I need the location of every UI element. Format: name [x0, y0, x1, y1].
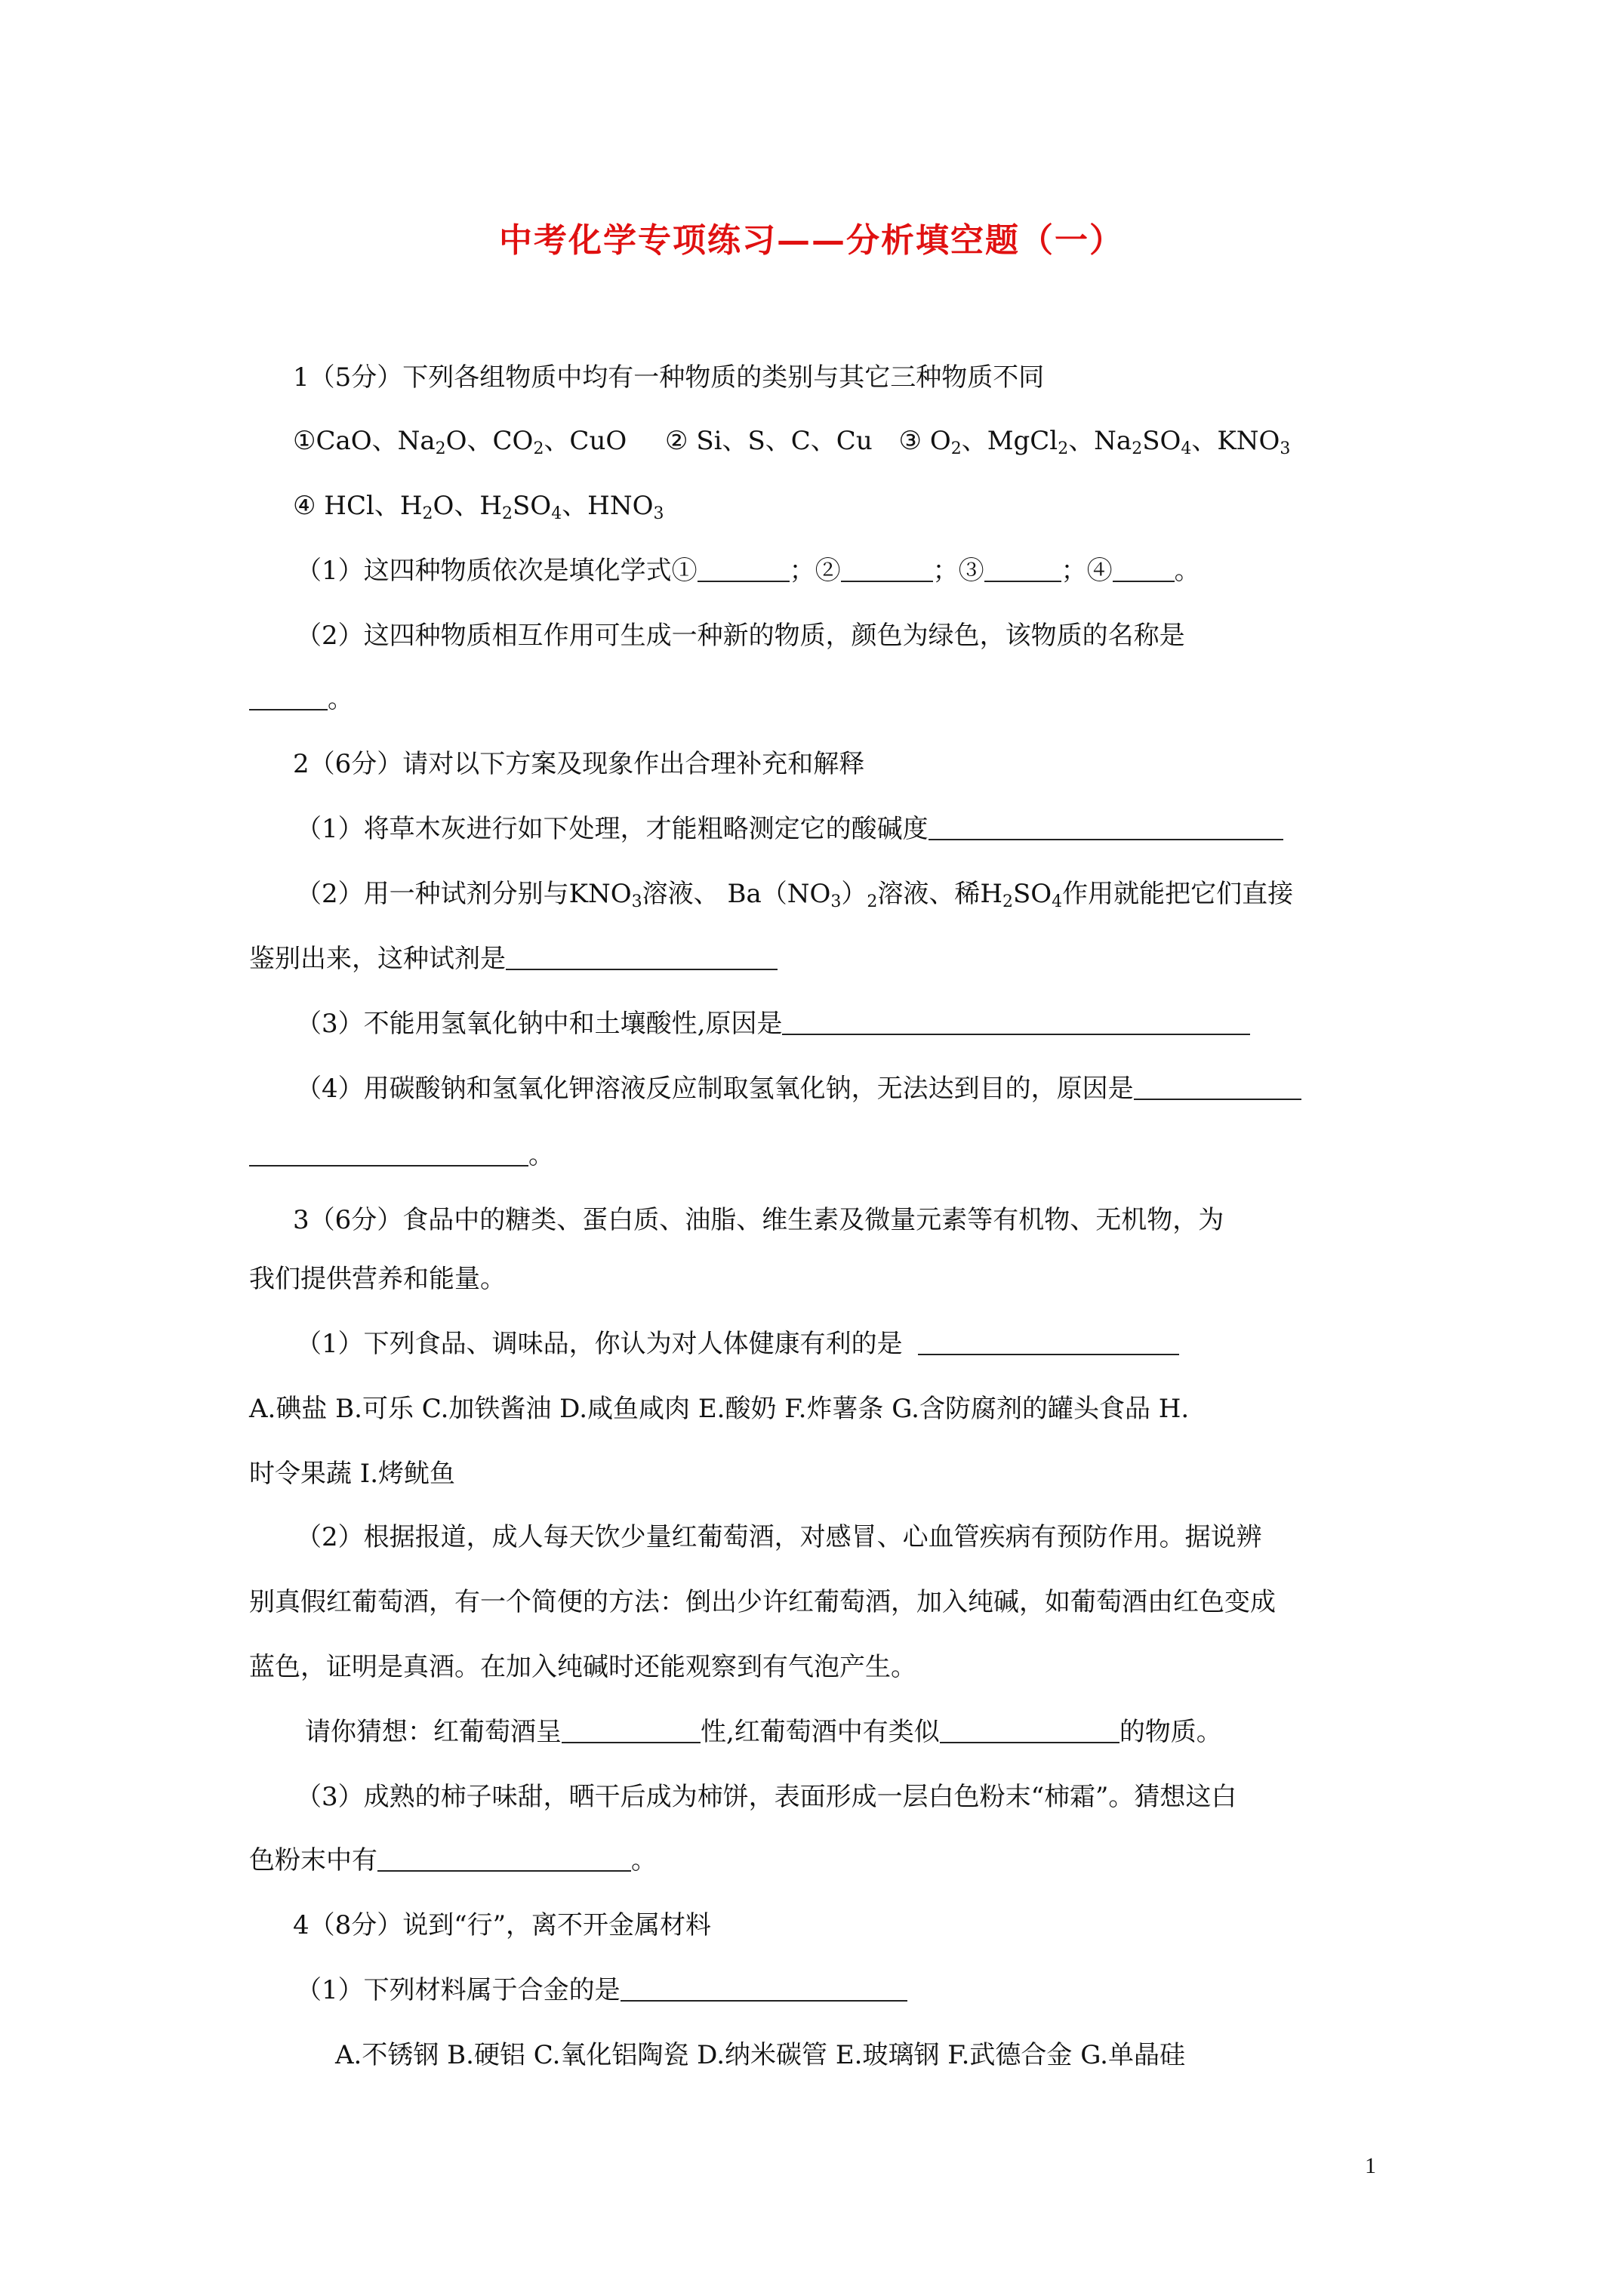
answer-blank[interactable]	[377, 1846, 631, 1872]
q4-options: A.不锈钢 B.硬铝 C.氧化铝陶瓷 D.纳米碳管 E.玻璃钢 F.武德合金 G.单晶硅	[335, 2040, 1185, 2070]
q3-options-line2: 时令果蔬 I.烤鱿鱼	[249, 1459, 456, 1489]
answer-blank[interactable]	[841, 556, 933, 582]
q1-part2-answer: 。	[249, 683, 353, 716]
q3-part2-line1: （2）根据报道，成人每天饮少量红葡萄酒，对感冒、心血管疾病有预防作用。据说辨	[296, 1522, 1262, 1552]
q3-stem-line2: 我们提供营养和能量。	[249, 1264, 506, 1294]
answer-blank[interactable]	[782, 1009, 1250, 1035]
answer-blank[interactable]	[506, 945, 778, 970]
q3-part2-line2: 别真假红葡萄酒，有一个简便的方法：倒出少许红葡萄酒，加入纯碱，如葡萄酒由红色变成	[249, 1587, 1276, 1617]
answer-blank[interactable]	[698, 556, 790, 582]
answer-blank[interactable]	[1113, 556, 1175, 582]
q1-part2: （2）这四种物质相互作用可生成一种新的物质，颜色为绿色，该物质的名称是	[296, 621, 1185, 651]
answer-blank[interactable]	[249, 685, 328, 710]
page-title: 中考化学专项练习——分析填空题（一）	[499, 221, 1124, 260]
q2-part3: （3）不能用氢氧化钠中和土壤酸性,原因是	[296, 1007, 1250, 1040]
answer-blank[interactable]	[984, 556, 1061, 582]
answer-blank[interactable]	[940, 1718, 1119, 1743]
q1-groups-line1: ①CaO、$Na_2O$、$CO_2$、CuO ② Si、S、C、Cu ③ $O_2$、MgCl$_2$、$Na_2SO_4$、$KNO_3$	[293, 426, 1291, 458]
q1-part1: （1）这四种物质依次是填化学式① ；② ；③ ；④ 。	[296, 556, 1200, 586]
q2-part4-answer: 。	[249, 1139, 554, 1172]
answer-blank[interactable]	[1134, 1074, 1301, 1100]
q1-groups-line2: ④ HCl、$H_2O$、$H_2SO_4$、$HNO_3$	[293, 491, 664, 523]
page-number: 1	[1365, 2153, 1376, 2178]
q2-stem: 2（6分）请对以下方案及现象作出合理补充和解释	[293, 749, 865, 779]
q3-guess: 请你猜想：红葡萄酒呈 性,红葡萄酒中有类似 的物质。	[305, 1717, 1222, 1747]
answer-blank[interactable]	[929, 815, 1283, 840]
q3-stem: 3（6分）食品中的糖类、蛋白质、油脂、维生素及微量元素等有机物、无机物，为	[293, 1205, 1224, 1235]
q3-part2-line3: 蓝色，证明是真酒。在加入纯碱时还能观察到有气泡产生。	[249, 1652, 916, 1682]
q1-stem: 1（5分）下列各组物质中均有一种物质的类别与其它三种物质不同	[293, 362, 1045, 393]
q3-options-line1: A.碘盐 B.可乐 C.加铁酱油 D.咸鱼咸肉 E.酸奶 F.炸薯条 G.含防腐剂的罐头食品 H.	[249, 1394, 1190, 1424]
q3-part1: （1）下列食品、调味品，你认为对人体健康有利的是	[296, 1327, 1179, 1361]
q4-stem: 4（8分）说到“行”，离不开金属材料	[293, 1910, 712, 1940]
q2-part4: （4）用碳酸钠和氢氧化钾溶液反应制取氢氧化钠，无法达到目的，原因是	[296, 1072, 1301, 1105]
q2-part2-line2: 鉴别出来，这种试剂是	[249, 942, 778, 975]
q3-part3-line1: （3）成熟的柿子味甜，晒干后成为柿饼，表面形成一层白色粉末“柿霜”。猜想这白	[296, 1782, 1237, 1812]
answer-blank[interactable]	[918, 1330, 1179, 1355]
q4-part1: （1）下列材料属于合金的是	[296, 1974, 907, 2007]
q3-part3-line2: 色粉末中有 。	[249, 1845, 657, 1875]
answer-blank[interactable]	[562, 1718, 701, 1743]
q2-part1: （1）将草木灰进行如下处理，才能粗略测定它的酸碱度	[296, 812, 1283, 846]
answer-blank[interactable]	[621, 1976, 907, 2002]
q2-part2: （2）用一种试剂分别与$KNO_3$溶液、 $Ba(NO_3)_2$溶液、稀$H_2SO_4$作用就能把它们直接	[296, 879, 1294, 911]
answer-blank[interactable]	[249, 1141, 528, 1166]
